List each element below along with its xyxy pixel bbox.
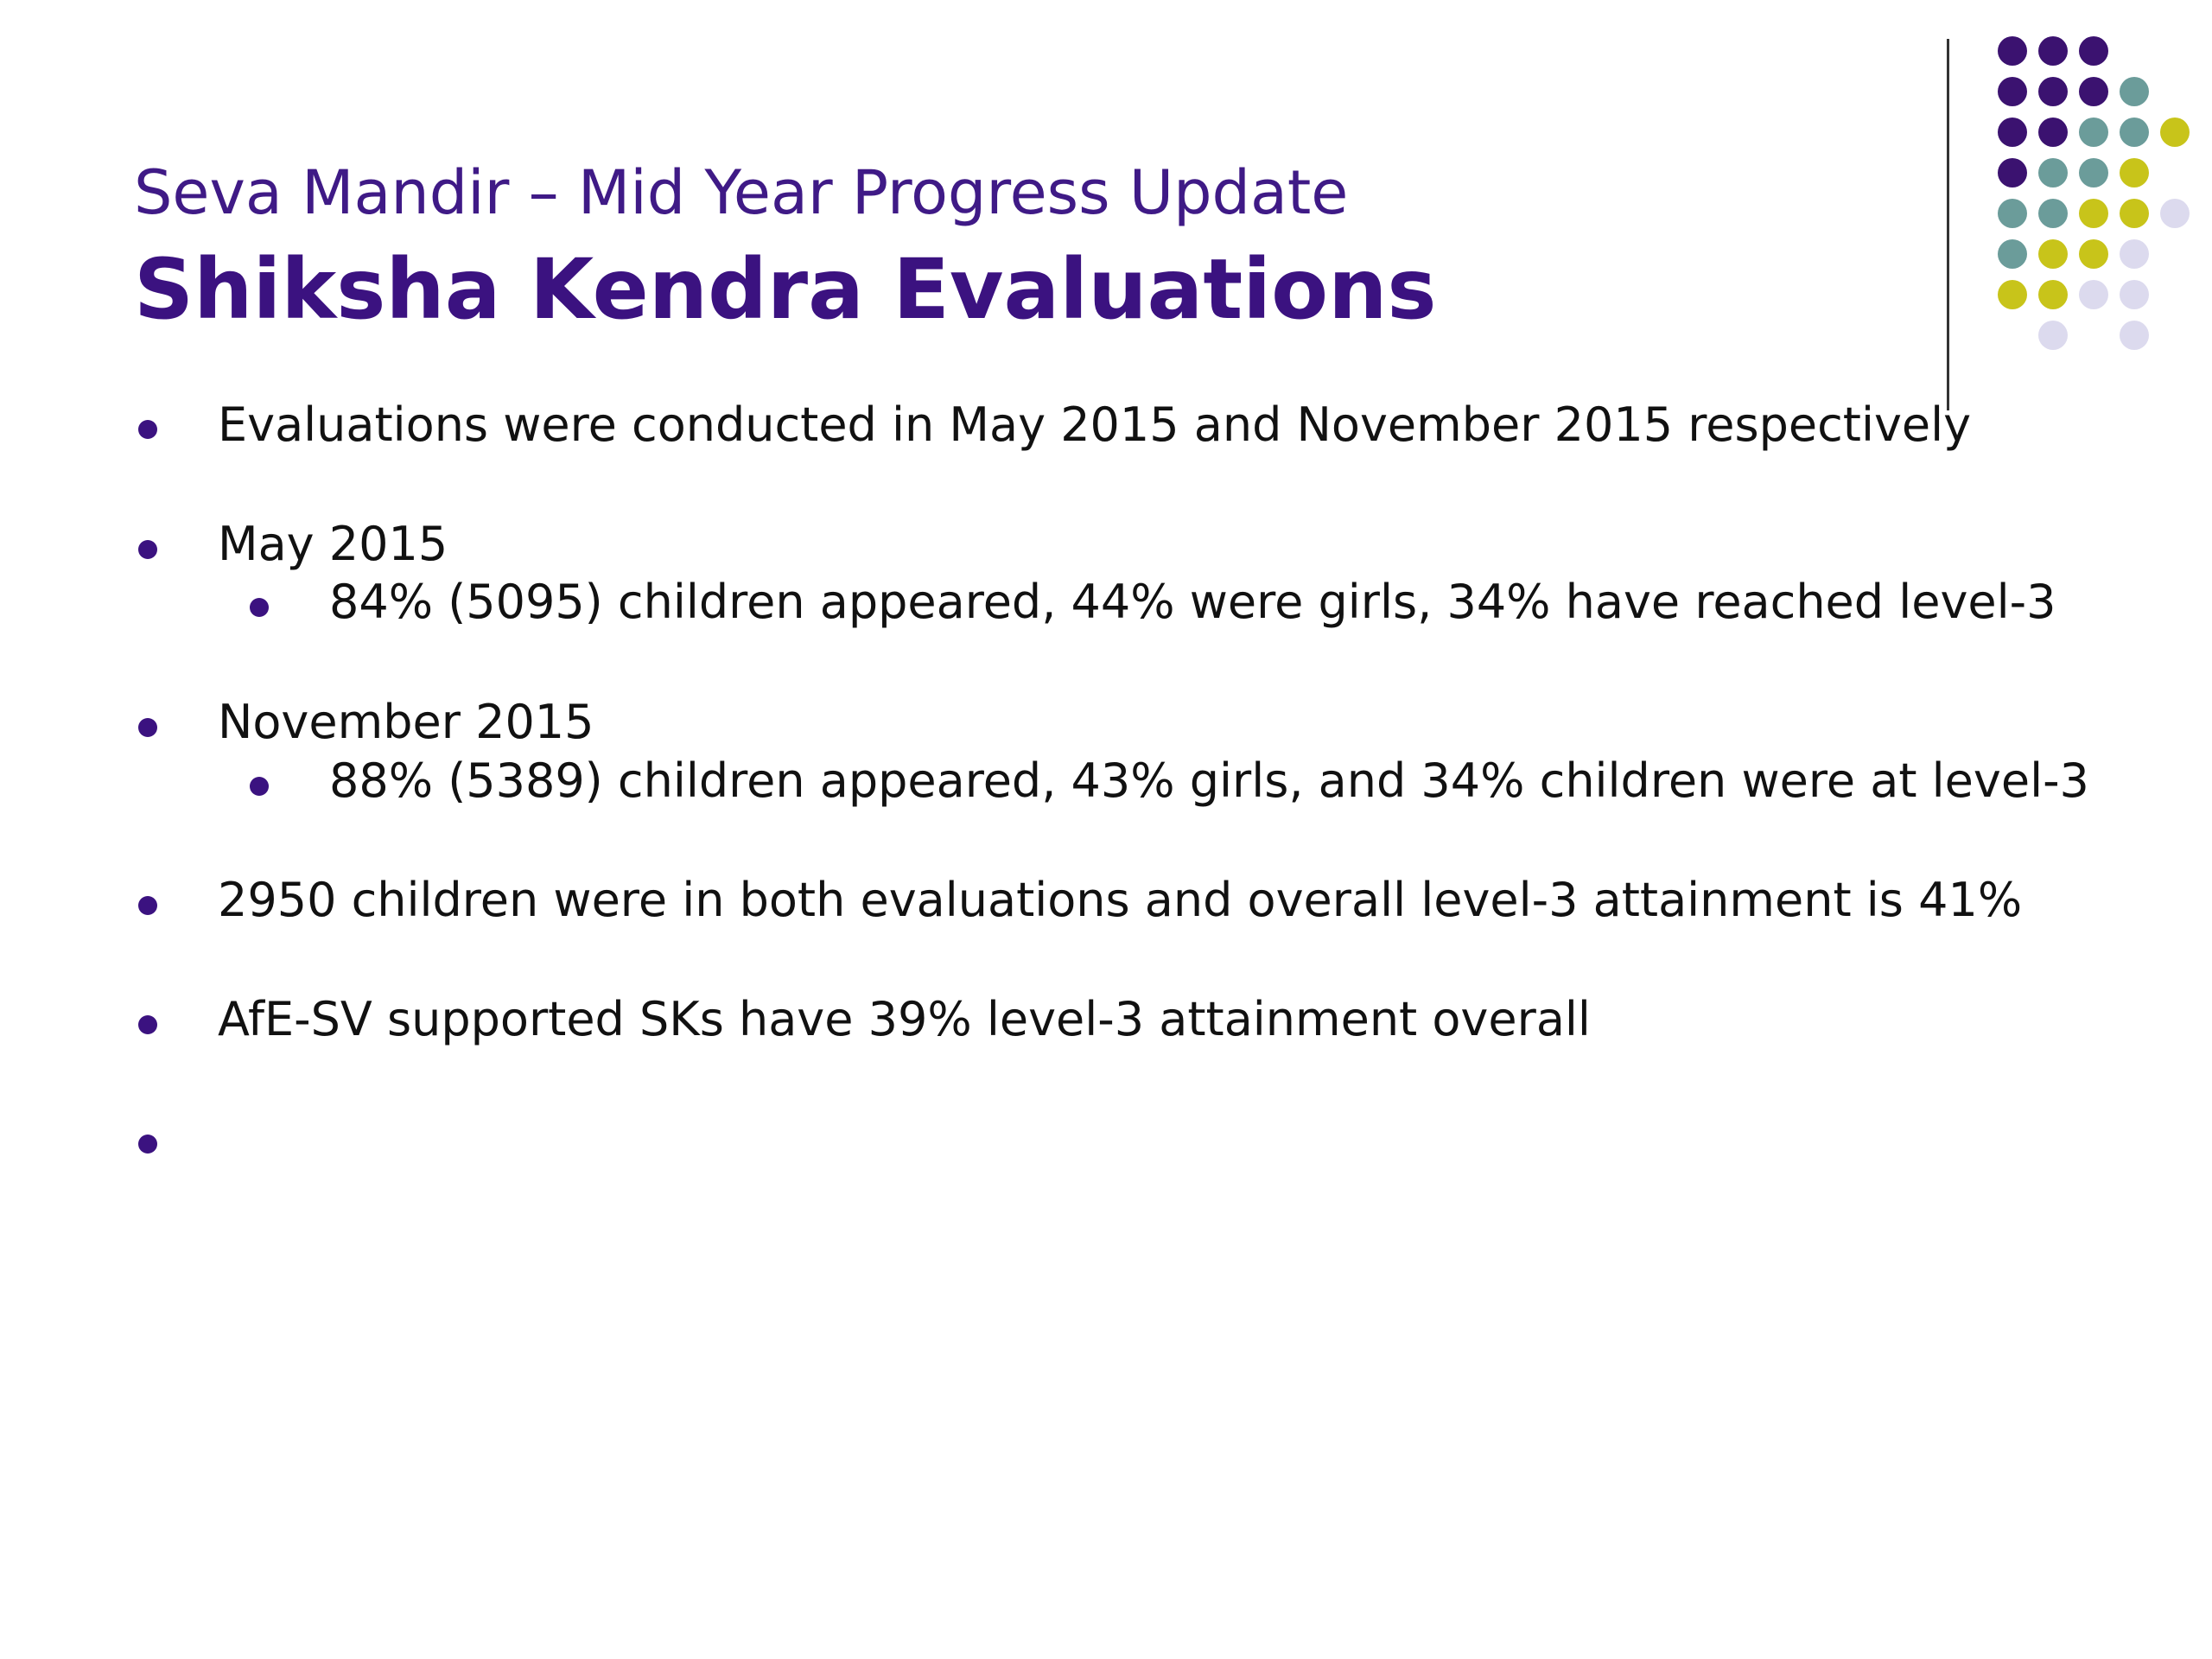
bullet-text: AfE-SV supported SKs have 39% level-3 attainment overall [218,992,1591,1046]
slide-title: Shiksha Kendra Evaluations [134,241,1437,338]
decorative-dot [2038,239,2068,269]
slide-subtitle: Seva Mandir – Mid Year Progress Update [134,157,1349,228]
decorative-dot [2079,118,2108,147]
decorative-dot [2120,321,2149,350]
decorative-dot [2038,158,2068,188]
decorative-dot [2038,118,2068,147]
decorative-dot [2038,77,2068,106]
decorative-dot [2079,239,2108,269]
decorative-dot [1998,158,2027,188]
decorative-dot [1998,36,2027,66]
decorative-dot [1998,77,2027,106]
decorative-divider [1947,39,1949,410]
decorative-dot [2079,77,2108,106]
bullet-dot [138,896,157,915]
bullet-text: 2950 children were in both evaluations and overall level-3 attainment is 41% [218,873,2023,927]
decorative-dot [2160,118,2190,147]
bullet-dot [250,598,269,617]
decorative-dot [2038,321,2068,350]
decorative-dot [2120,199,2149,228]
bullet-text: 84% (5095) children appeared, 44% were girls, 34% have reached level-3 [329,575,2056,629]
decorative-dot [1998,118,2027,147]
decorative-dot [2120,239,2149,269]
decorative-dot [2120,158,2149,188]
bullet-text: 88% (5389) children appeared, 43% girls, and 34% children were at level-3 [329,753,2089,808]
decorative-dot [2079,158,2108,188]
decorative-dot [2120,77,2149,106]
bullet-dot [138,718,157,737]
decorative-dot [2120,280,2149,309]
decorative-dot [2038,36,2068,66]
bullet-dot [138,420,157,439]
decorative-dot [2079,280,2108,309]
decorative-dot [1998,239,2027,269]
decorative-dot [2079,36,2108,66]
decorative-dot [2160,199,2190,228]
bullet-text: Evaluations were conducted in May 2015 and November 2015 respectively [218,397,1972,452]
decorative-dot [1998,199,2027,228]
bullet-dot [138,1135,157,1154]
bullet-text: November 2015 [218,695,594,749]
decorative-dot [2038,199,2068,228]
decorative-dot [1998,280,2027,309]
decorative-dot [2038,280,2068,309]
bullet-text: May 2015 [218,517,448,571]
decorative-dot [2120,118,2149,147]
bullet-dot [138,1015,157,1034]
bullet-dot [138,540,157,559]
decorative-dot [2079,199,2108,228]
bullet-dot [250,777,269,796]
